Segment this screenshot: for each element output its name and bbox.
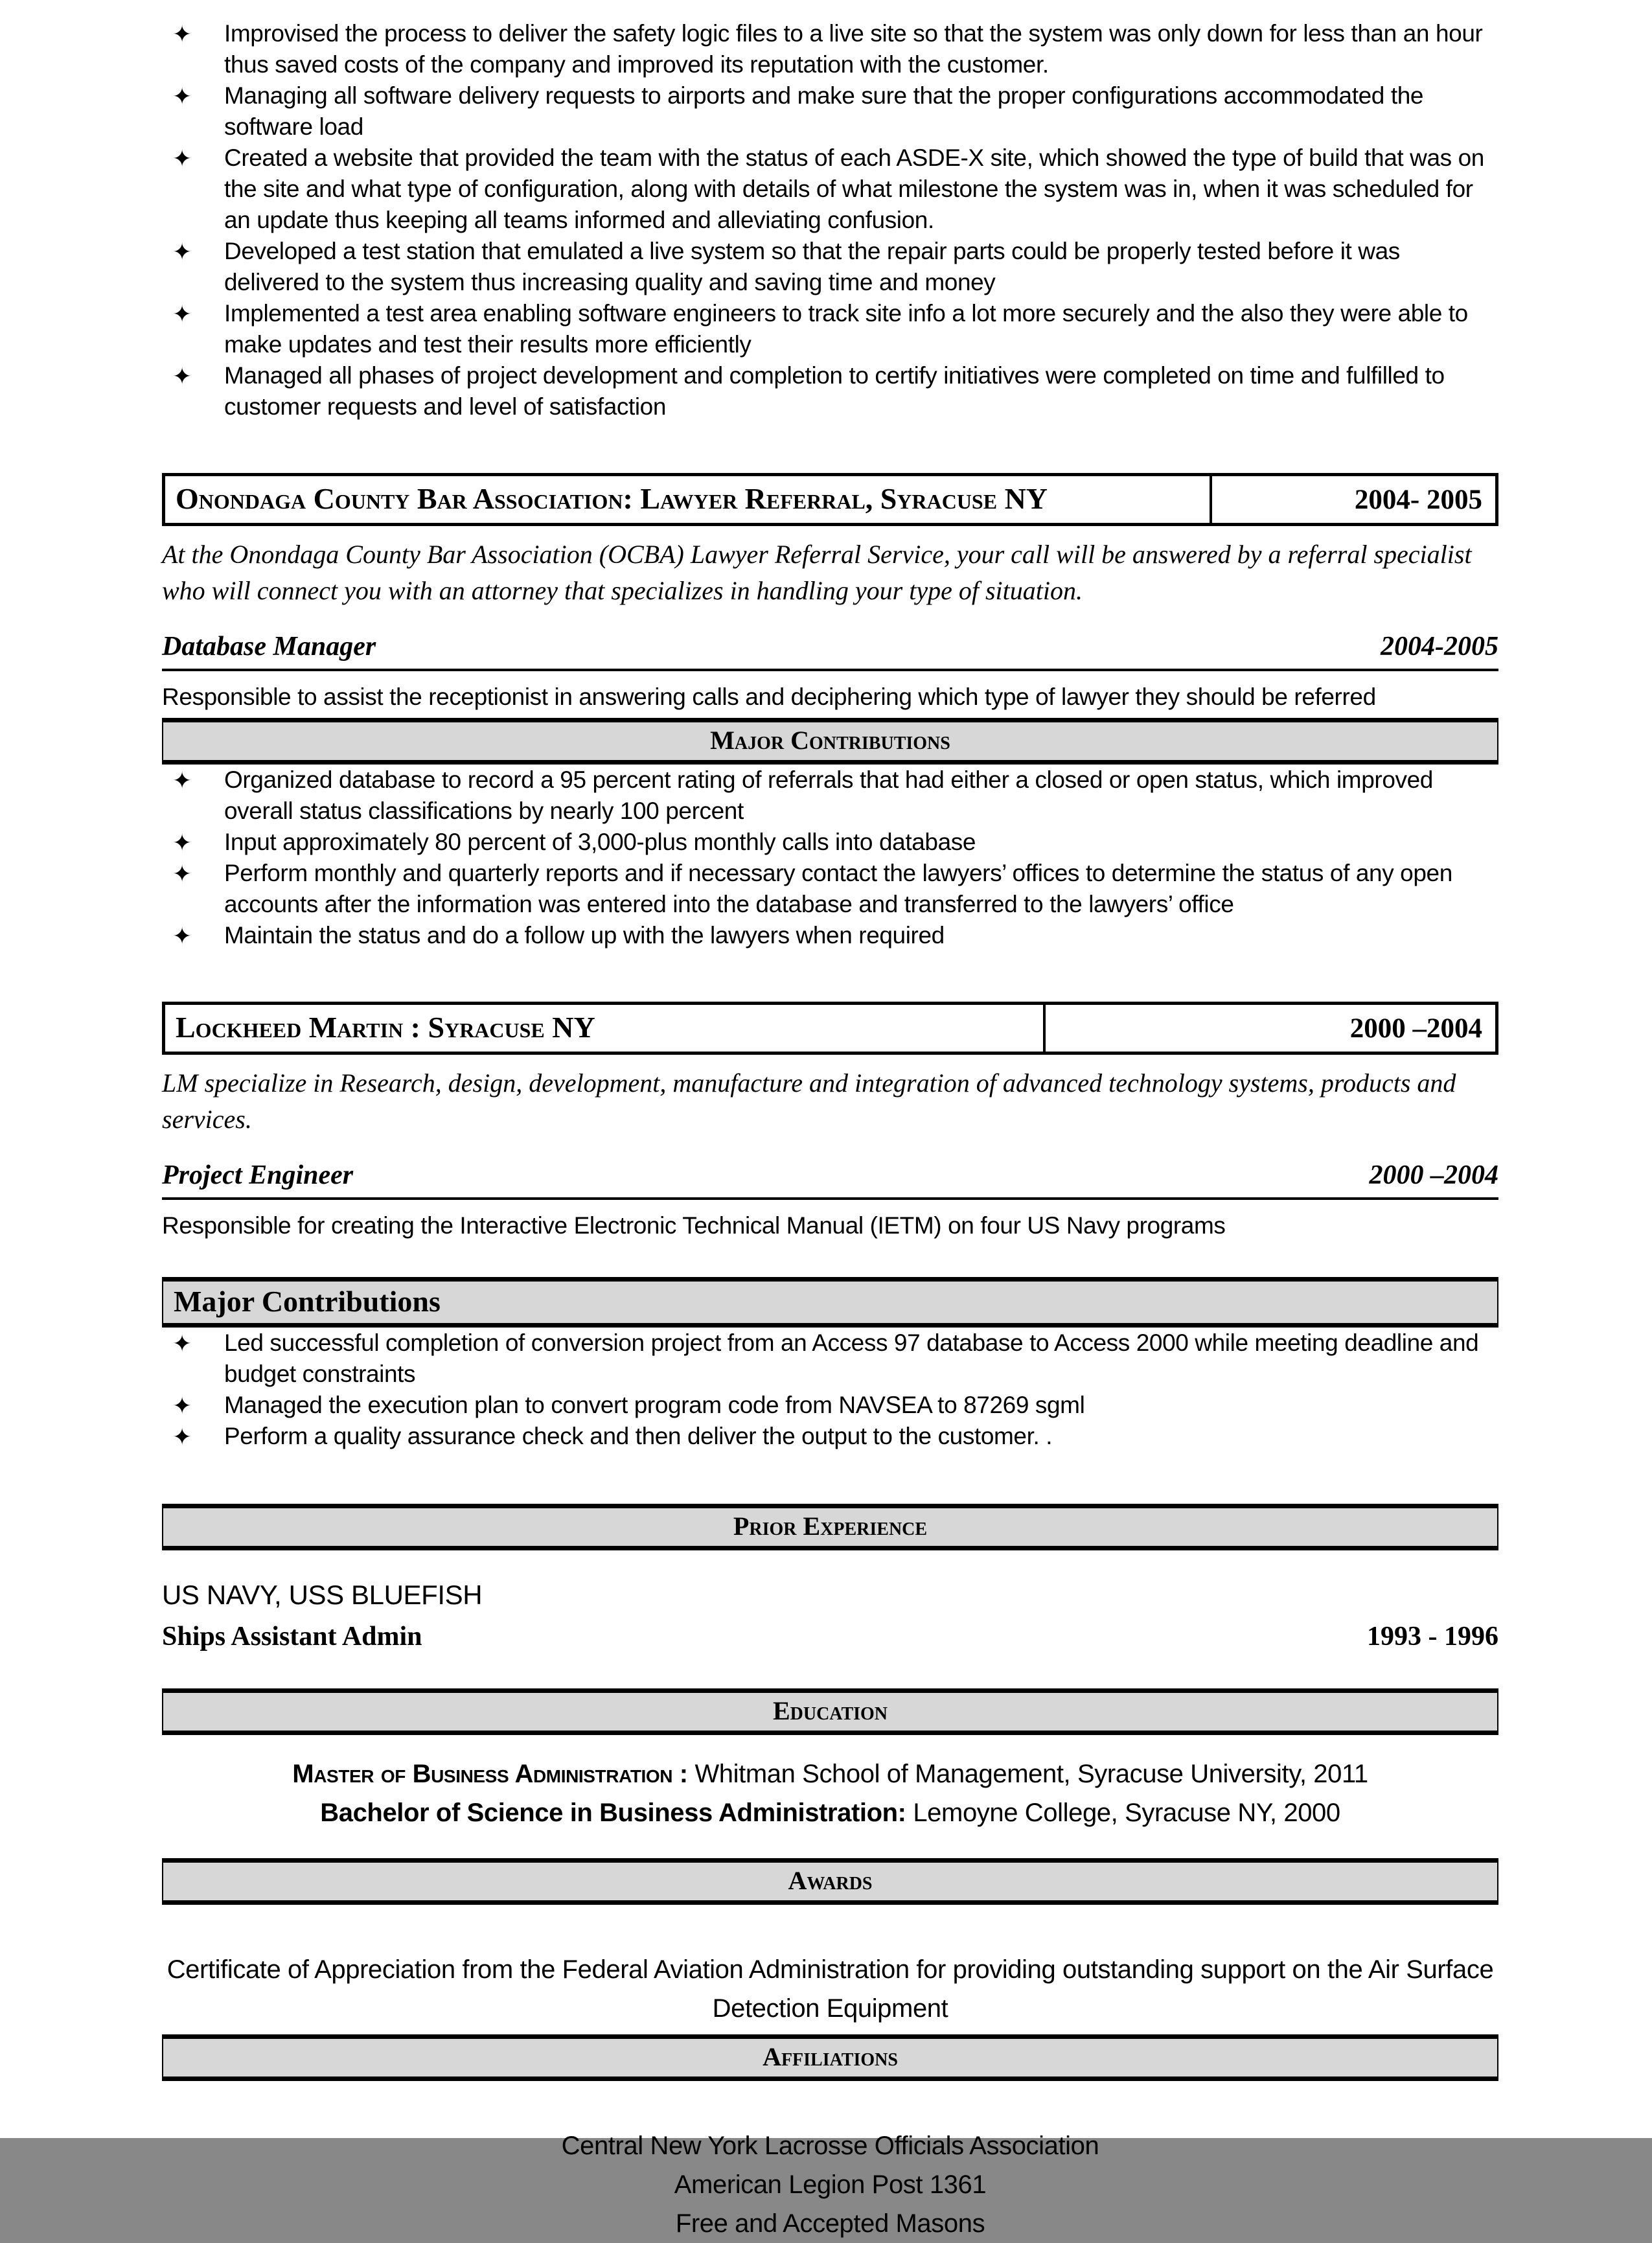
list-item — [162, 858, 1498, 920]
bullet-star-icon: ✦ — [172, 829, 192, 856]
bullet-star-icon: ✦ — [172, 1423, 192, 1450]
lockheed-major-contributions-bar — [162, 1277, 1498, 1328]
bullet-text: Maintain the status and do a follow up with the lawyers when required — [224, 922, 945, 949]
degree-name: Bachelor of Science in Business Administration: — [320, 1799, 906, 1827]
lockheed-company-description: LM specialize in Research, design, development, manufacture and integration of advanced technology systems, products and services. — [162, 1068, 1456, 1134]
education-entry — [162, 1793, 1498, 1832]
degree-name: Master of Business Administration : — [292, 1760, 688, 1788]
section-heading: Major Contributions — [174, 1285, 441, 1318]
list-item — [162, 1328, 1498, 1390]
section-heading: Education — [772, 1696, 888, 1725]
bullet-star-icon: ✦ — [172, 1330, 192, 1357]
prior-role-title: Ships Assistant Admin — [162, 1622, 422, 1651]
list-item — [162, 827, 1498, 858]
affiliation-item: Central New York Lacrosse Officials Association — [561, 2132, 1099, 2160]
prior-company: US NAVY, USS BLUEFISH — [162, 1580, 483, 1610]
bullet-text: Managing all software delivery requests to airports and make sure that the proper configurations accommodated the software load — [224, 82, 1424, 140]
list-item — [162, 18, 1498, 80]
bullet-star-icon: ✦ — [172, 923, 192, 949]
bullet-text: Input approximately 80 percent of 3,000-plus monthly calls into database — [224, 829, 976, 855]
prior-experience-bar — [162, 1504, 1498, 1550]
education-bar — [162, 1688, 1498, 1735]
ocba-major-contributions-bar — [162, 718, 1498, 765]
section-heading: Affiliations — [763, 2042, 898, 2071]
affiliations-list — [162, 2126, 1498, 2243]
affiliations-bar — [162, 2034, 1498, 2081]
bullet-star-icon: ✦ — [172, 363, 192, 389]
ocba-contribution-list — [162, 765, 1498, 951]
education-entry — [162, 1754, 1498, 1793]
lockheed-employer-dates: 2000 –2004 — [1043, 1005, 1495, 1052]
list-item — [162, 765, 1498, 827]
bullet-text: Managed all phases of project development and completion to certify initiatives were completed on time and fulfilled to customer requests and level of satisfaction — [224, 362, 1445, 420]
bullet-text: Perform a quality assurance check and then deliver the output to the customer. . — [224, 1423, 1053, 1449]
bullet-star-icon: ✦ — [172, 860, 192, 887]
degree-detail: Lemoyne College, Syracuse NY, 2000 — [913, 1799, 1340, 1827]
bullet-text: Improvised the process to deliver the safety logic files to a live site so that the system was only down for less than an hour thus saved costs of the company and improved its reputation with the customer. — [224, 20, 1483, 78]
section-heading: Prior Experience — [733, 1512, 928, 1541]
ocba-employer-header — [162, 473, 1498, 526]
section-heading: Awards — [788, 1866, 873, 1895]
ocba-employer-dates: 2004- 2005 — [1210, 476, 1495, 523]
bullet-text: Led successful completion of conversion project from an Access 97 database to Access 2000 while meeting deadline and budget constraints — [224, 1329, 1479, 1387]
list-item — [162, 80, 1498, 143]
lockheed-employer-header — [162, 1002, 1498, 1055]
bullet-star-icon: ✦ — [172, 145, 192, 172]
list-item — [162, 1421, 1498, 1452]
bullet-text: Created a website that provided the team with the status of each ASDE-X site, which showed the type of build that was on the site and what type of configuration, along with details of what milestone the system was in, when it was scheduled for an update thus keeping all teams informed and alleviating confusion. — [224, 144, 1484, 233]
ocba-role-title: Database Manager — [162, 632, 376, 661]
bullet-star-icon: ✦ — [172, 21, 192, 47]
award-text: Certificate of Appreciation from the Federal Aviation Administration for providing outstanding support on the Air Surface Detection Equipment — [166, 1955, 1494, 2023]
awards-bar — [162, 1858, 1498, 1905]
lockheed-role-title: Project Engineer — [162, 1160, 354, 1190]
bullet-star-icon: ✦ — [172, 1392, 192, 1419]
bullet-star-icon: ✦ — [172, 83, 192, 109]
ocba-role-summary: Responsible to assist the receptionist in answering calls and deciphering which type of lawyer they should be referred — [162, 684, 1376, 710]
list-item — [162, 298, 1498, 360]
lockheed-role-summary: Responsible for creating the Interactive Electronic Technical Manual (IETM) on four US Navy programs — [162, 1212, 1226, 1239]
list-item — [162, 360, 1498, 422]
bullet-star-icon: ✦ — [172, 301, 192, 327]
list-item — [162, 920, 1498, 951]
bullet-text: Perform monthly and quarterly reports and if necessary contact the lawyers’ offices to determine the status of any open accounts after the information was entered into the database and transferred to the lawyers’ office — [224, 860, 1452, 917]
bullet-star-icon: ✦ — [172, 767, 192, 794]
bullet-text: Organized database to record a 95 percent rating of referrals that had either a closed or open status, which improved overall status classifications by nearly 100 percent — [224, 766, 1433, 824]
lockheed-role-dates: 2000 –2004 — [1369, 1160, 1498, 1190]
list-item — [162, 1390, 1498, 1421]
ocba-employer-name: Onondaga County Bar Association: Lawyer Referral, Syracuse NY — [176, 482, 1048, 515]
ocba-company-description: At the Onondaga County Bar Association (OCBA) Lawyer Referral Service, your call will be answered by a referral specialist who will connect you with an attorney that specializes in handling your type of situation. — [162, 540, 1472, 605]
prior-role-dates: 1993 - 1996 — [1367, 1622, 1498, 1651]
ocba-role-dates: 2004-2005 — [1381, 632, 1498, 661]
section-heading: Major Contributions — [710, 726, 950, 755]
lockheed-role-row — [162, 1160, 1498, 1200]
list-item — [162, 143, 1498, 236]
list-item — [162, 236, 1498, 298]
ocba-role-row — [162, 631, 1498, 671]
degree-detail: Whitman School of Management, Syracuse University, 2011 — [694, 1760, 1368, 1788]
bullet-text: Managed the execution plan to convert program code from NAVSEA to 87269 sgml — [224, 1392, 1085, 1418]
bullet-text: Implemented a test area enabling software engineers to track site info a lot more securely and the also they were able to make updates and test their results more efficiently — [224, 300, 1468, 358]
continuation-bullet-list — [162, 18, 1498, 422]
prior-role-row — [162, 1620, 1498, 1653]
lockheed-contribution-list — [162, 1328, 1498, 1452]
bullet-star-icon: ✦ — [172, 238, 192, 265]
lockheed-employer-name: Lockheed Martin : Syracuse NY — [176, 1011, 595, 1044]
bullet-text: Developed a test station that emulated a live system so that the repair parts could be properly tested before it was delivered to the system thus increasing quality and saving time and money — [224, 238, 1400, 295]
affiliation-item: Free and Accepted Masons — [675, 2209, 985, 2238]
affiliation-item: American Legion Post 1361 — [674, 2170, 987, 2199]
